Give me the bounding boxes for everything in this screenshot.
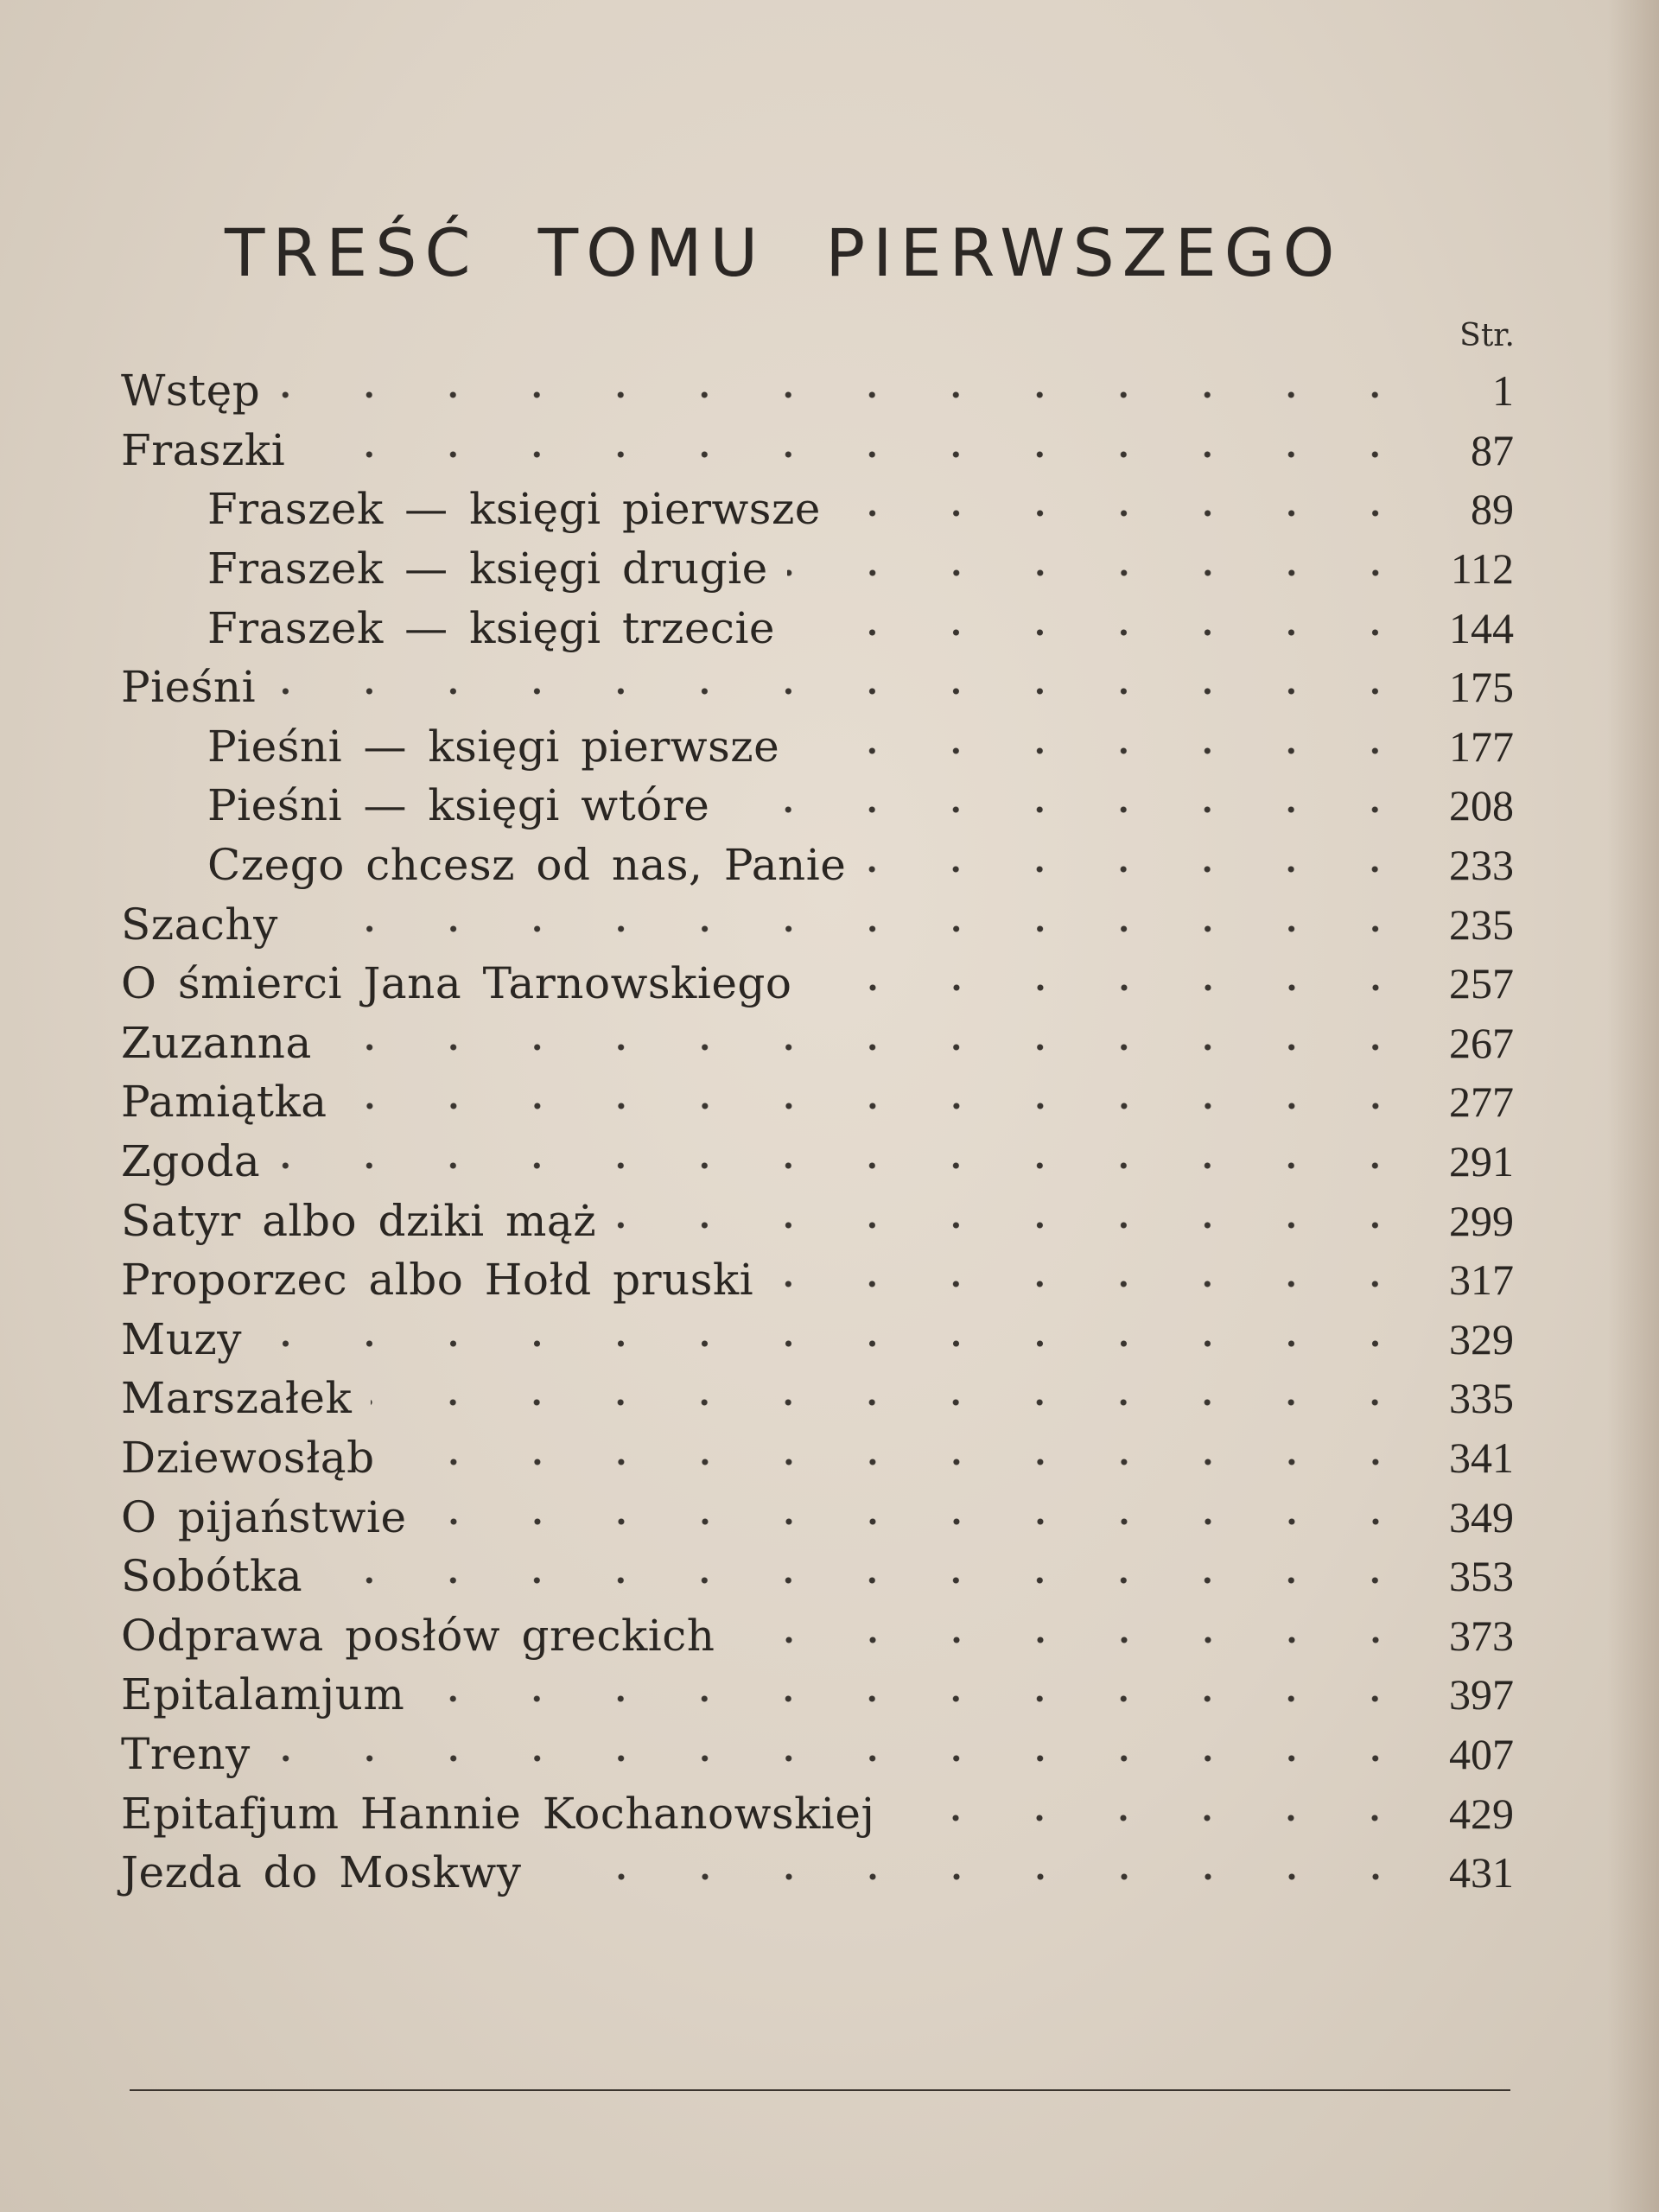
dot-leader [423,1690,1417,1707]
table-of-contents [121,361,1514,1902]
dot-leader [772,1275,1417,1293]
bottom-rule [130,2089,1510,2091]
toc-entry [121,1132,1514,1192]
toc-entry [121,1014,1514,1073]
dot-leader [321,1572,1417,1589]
toc-entry-title: Fraszek — księgi trzecie [207,602,776,653]
toc-entry-page: 317 [1449,1255,1514,1305]
toc-entry-title: Muzy [121,1313,242,1364]
toc-entry-title: Pieśni — księgi wtóre [207,780,710,831]
toc-entry [121,1843,1514,1903]
toc-entry-page: 349 [1449,1492,1514,1541]
toc-entry-title: O śmierci Jana Tarnowskiego [121,958,792,1009]
toc-entry [121,1428,1514,1488]
toc-entry-page: 299 [1449,1196,1514,1245]
toc-entry [121,954,1514,1014]
toc-entry-title: Satyr albo dziki mąż [121,1195,597,1246]
toc-entry [121,1605,1514,1665]
toc-entry-title: Fraszek — księgi drugie [207,543,768,594]
toc-entry-page: 431 [1449,1848,1514,1897]
dot-leader [728,801,1417,818]
dot-leader [346,1097,1417,1115]
toc-entry-title: Pamiątka [121,1077,327,1128]
dot-leader [615,1217,1417,1234]
dot-leader [811,979,1417,996]
toc-entry-title: Fraszek — księgi pierwsze [207,484,821,535]
dot-leader [865,861,1417,878]
toc-entry-title: Zuzanna [121,1017,312,1068]
dot-leader [798,742,1417,760]
dot-leader [734,1631,1418,1649]
toc-entry-title: Zgoda [121,1136,261,1187]
dot-leader [297,920,1417,938]
toc-entry [121,1072,1514,1132]
toc-entry [121,717,1514,777]
toc-entry-page: 89 [1471,485,1514,534]
toc-entry-page: 175 [1449,663,1514,712]
toc-entry-page: 1 [1492,366,1514,416]
toc-entry [121,598,1514,658]
dot-leader [279,386,1417,404]
toc-entry-page: 277 [1449,1077,1514,1127]
toc-entry-page: 267 [1449,1018,1514,1067]
toc-entry-page: 87 [1471,425,1514,474]
toc-entry [121,1487,1514,1547]
toc-entry-title: Proporzec albo Hołd pruski [121,1255,754,1306]
dot-leader [541,1868,1418,1885]
toc-entry-page: 397 [1449,1670,1514,1719]
toc-entry-page: 233 [1449,841,1514,890]
dot-leader [371,1394,1417,1411]
toc-entry [121,1665,1514,1725]
toc-entry-title: Czego chcesz od nas, Panie [207,840,847,891]
dot-leader [426,1513,1417,1530]
toc-entry-title: Epitalamjum [121,1669,405,1720]
dot-leader [794,624,1417,641]
toc-entry [121,836,1514,895]
dot-leader [394,1453,1417,1471]
toc-entry-page: 235 [1449,899,1514,949]
dot-leader [275,683,1417,700]
toc-entry-title: Szachy [121,899,278,950]
toc-entry-title: Dziewosłąb [121,1432,375,1483]
toc-entry-title: Fraszki [121,424,286,475]
dot-leader [893,1809,1417,1827]
page-title: TREŚĆ TOMU PIERWSZEGO [225,214,1343,291]
toc-entry [121,776,1514,836]
toc-entry-page: 373 [1449,1611,1514,1660]
page-column-header: Str. [1459,318,1515,353]
toc-entry-title: Treny [121,1728,251,1779]
toc-entry-title: Sobótka [121,1551,303,1602]
toc-entry-title: Odprawa posłów greckich [121,1610,715,1661]
toc-entry [121,361,1514,421]
dot-leader [787,564,1417,582]
toc-entry [121,1547,1514,1606]
dot-leader [270,1750,1417,1767]
dot-leader [279,1157,1417,1174]
toc-entry-title: Marszałek [121,1373,353,1424]
toc-entry [121,539,1514,599]
toc-entry [121,1369,1514,1428]
toc-entry [121,1725,1514,1784]
toc-entry-page: 144 [1449,603,1514,652]
toc-entry [121,658,1514,717]
toc-entry-page: 208 [1449,781,1514,830]
toc-entry [121,1191,1514,1250]
toc-entry [121,1310,1514,1370]
toc-entry-page: 353 [1449,1552,1514,1601]
toc-entry-page: 329 [1449,1314,1514,1363]
page-edge-stain [1607,0,1659,2212]
toc-entry-title: Pieśni [121,662,257,713]
toc-entry [121,421,1514,480]
toc-entry [121,1783,1514,1843]
dot-leader [331,1039,1417,1056]
toc-entry-title: Jezda do Moskwy [121,1847,522,1898]
toc-entry [121,894,1514,954]
dot-leader [261,1335,1417,1352]
toc-entry-page: 341 [1449,1433,1514,1482]
toc-entry-title: Wstęp [121,365,261,416]
toc-entry-title: Pieśni — księgi pierwsze [207,721,780,772]
toc-entry-page: 112 [1450,544,1514,594]
toc-entry-title: Epitafjum Hannie Kochanowskiej [121,1788,875,1839]
dot-leader [840,505,1417,522]
toc-entry [121,1250,1514,1310]
toc-entry-page: 291 [1449,1137,1514,1186]
toc-entry-title: O pijaństwie [121,1491,407,1542]
toc-entry-page: 257 [1449,959,1514,1008]
dot-leader [304,446,1417,463]
toc-entry-page: 335 [1449,1374,1514,1423]
toc-entry-page: 429 [1449,1789,1514,1838]
toc-entry-page: 177 [1449,721,1514,771]
toc-entry-page: 407 [1449,1729,1514,1778]
toc-entry [121,480,1514,539]
